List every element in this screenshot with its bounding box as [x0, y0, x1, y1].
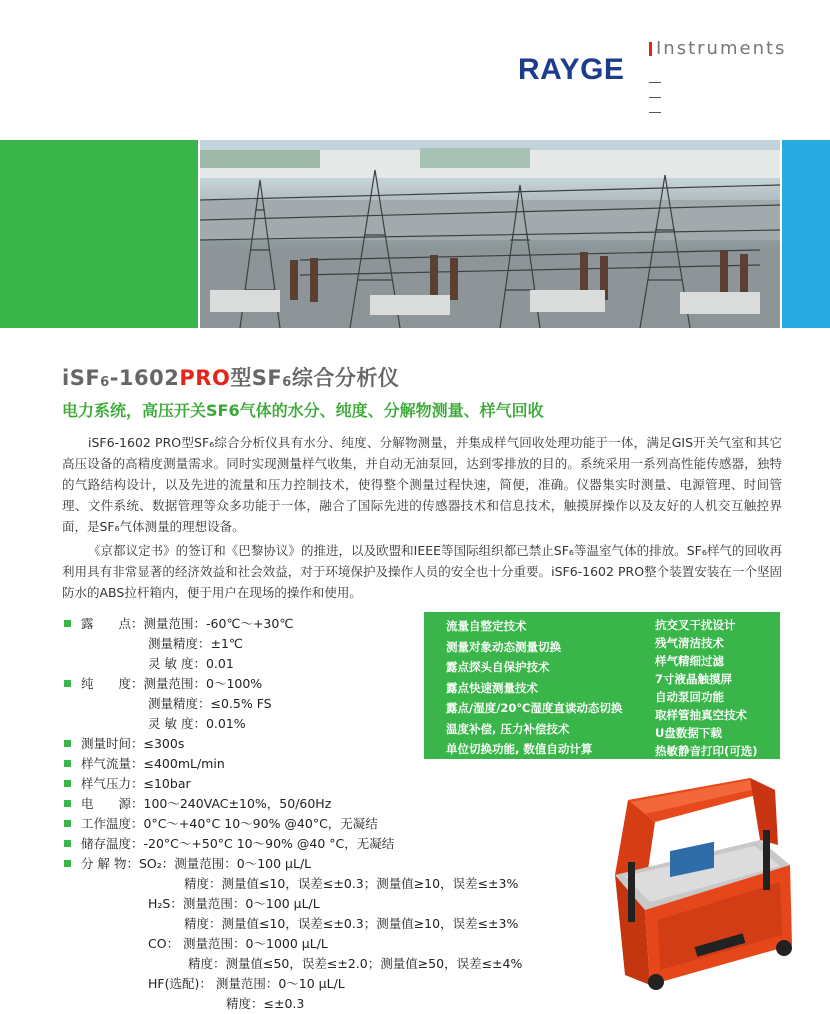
spec-dew-range: 露 点：测量范围：-60℃～+30℃	[81, 616, 294, 631]
feature-item: 残气清洁技术	[655, 636, 724, 650]
page-subtitle: 电力系统，高压开关SF6气体的水分、纯度、分解物测量、样气回收	[62, 401, 544, 420]
title-sub: 6	[100, 375, 110, 390]
bullet	[64, 860, 71, 867]
spec-dew-accuracy: 测量精度：±1℃	[148, 636, 243, 651]
title-type: 型SF	[230, 366, 283, 390]
bullet	[64, 620, 71, 627]
features-box	[424, 612, 780, 759]
title-prefix: iSF	[62, 366, 101, 390]
feature-item: 7寸液晶触摸屏	[655, 672, 733, 686]
spec-power-text: 电 源：100～240VAC±10%，50/60Hz	[81, 796, 332, 811]
intro-paragraph-1	[62, 432, 782, 537]
feature-item: 露点快速测量技术	[446, 680, 538, 695]
feature-item: 露点/湿度/20℃湿度直读动态切换	[446, 701, 623, 715]
brand-name: RAYGE	[518, 53, 625, 86]
spec-flow-text: 样气流量：≤400mL/min	[81, 756, 225, 771]
spec-so2-range: SO₂：测量范围：0～100 μL/L	[138, 856, 312, 871]
title-model: -1602	[109, 366, 180, 390]
page-title	[62, 362, 399, 392]
brand-decor-lines	[649, 82, 661, 127]
bullet	[64, 740, 71, 747]
bullet	[64, 780, 71, 787]
analyzer-case-illustration	[600, 770, 800, 995]
substation-photo	[200, 140, 780, 328]
spec-purity-range: 纯 度：测量范围：0～100%	[81, 676, 263, 691]
spec-so2-accuracy: 精度：测量值≤10，误差≤±0.3；测量值≥10，误差≤±3%	[184, 876, 519, 891]
feature-item: 流量自整定技术	[446, 619, 527, 633]
spec-pressure-text: 样气压力：≤10bar	[81, 776, 191, 791]
feature-item: 抗交叉干扰设计	[655, 618, 736, 632]
spec-work-temp-text: 工作温度：0°C～+40°C 10～90% @40°C，无凝结	[81, 816, 378, 831]
feature-item: 热敏静音打印(可选)	[655, 744, 758, 758]
features-column-1	[446, 616, 622, 760]
bullet	[64, 840, 71, 847]
feature-item: 样气精细过滤	[655, 654, 724, 668]
spec-dew	[64, 614, 293, 634]
spec-co-accuracy: 精度：测量值≤50，误差≤±2.0；测量值≥50，误差≤±4%	[188, 956, 523, 971]
title-pro: PRO	[179, 366, 231, 390]
banner-blue-block	[782, 140, 830, 328]
spec-decomp-label: 分 解 物：	[81, 856, 139, 871]
features-column-2	[655, 616, 758, 760]
bullet	[64, 820, 71, 827]
bullet	[64, 680, 71, 687]
feature-item: 单位切换功能, 数值自动计算	[446, 742, 593, 756]
spec-dew-sensitivity: 灵 敏 度：0.01	[148, 656, 234, 671]
feature-item: 自动泵回功能	[655, 690, 724, 704]
spec-work-temp	[64, 814, 378, 834]
title-type-sub: 6	[282, 375, 292, 390]
feature-item: 温度补偿, 压力补偿技术	[446, 721, 570, 736]
feature-item: U盘数据下载	[655, 726, 722, 740]
spec-hf-accuracy: 精度：≤±0.3	[226, 996, 305, 1011]
spec-store-temp-text: 储存温度：-20°C～+50°C 10～90% @40 °C，无凝结	[81, 836, 395, 851]
spec-co-range: CO： 测量范围：0～1000 μL/L	[148, 936, 328, 951]
spec-purity-sensitivity: 灵 敏 度：0.01%	[148, 716, 246, 731]
bullet	[64, 800, 71, 807]
brand-logo	[518, 40, 798, 90]
brand-accent-bar	[649, 42, 652, 56]
spec-h2s-range: H₂S：测量范围：0～100 μL/L	[148, 896, 320, 911]
spec-purity-accuracy: 测量精度：≤0.5% FS	[148, 696, 272, 711]
spec-hf-range: HF(选配)： 测量范围：0～10 μL/L	[148, 976, 345, 991]
spec-purity	[64, 674, 262, 694]
spec-time	[64, 734, 184, 754]
intro-paragraph-2	[62, 540, 782, 603]
spec-h2s-accuracy: 精度：测量值≤10，误差≤±0.3；测量值≥10，误差≤±3%	[184, 916, 519, 931]
intro-text-2: 《京都议定书》的签订和《巴黎协议》的推进，以及欧盟和IEEE等国际组织都已禁止SF₆等温室气体的排放。SF₆样气的回收再利用具有非常显著的经济效益和社会效益，对于环境保护及操作人员的安全也十分重要。iSF6-1602 PRO整个装置安装在一个坚固防水的ABS拉杆箱内，便于用户在现场的操作和使用。	[62, 543, 782, 600]
bullet	[64, 760, 71, 767]
feature-item: 露点探头自保护技术	[446, 660, 550, 674]
substation-illustration	[200, 140, 780, 328]
banner-green-block	[0, 140, 198, 328]
spec-flow	[64, 754, 225, 774]
spec-power	[64, 794, 331, 814]
spec-decomp	[64, 854, 311, 874]
intro-text-1: iSF6-1602 PRO型SF₆综合分析仪具有水分、纯度、分解物测量，并集成样气回收处理功能于一体，满足GIS开关气室和其它高压设备的高精度测量需求。同时实现测量样气收集，并自动无油泵回，达到零排放的目的。系统采用一系列高性能传感器，独特的气路结构设计，以及先进的流量和压力控制技术，使得整个测量过程快速，简便，准确。仪器集实时测量、电源管理、时间管理、文件系统、数据管理等众多功能于一体，融合了国际先进的传感器技术和信息技术，触摸屏操作以及友好的人机交互触控界面，是SF₆气体测量的理想设备。	[62, 435, 782, 534]
feature-item: 测量对象动态测量切换	[446, 639, 561, 654]
title-suffix: 综合分析仪	[291, 366, 400, 390]
product-image	[600, 770, 800, 995]
feature-item: 取样管抽真空技术	[655, 708, 747, 722]
hero-banner	[0, 140, 830, 328]
brand-suffix: Instruments	[656, 38, 787, 59]
spec-store-temp	[64, 834, 394, 854]
spec-pressure	[64, 774, 191, 794]
spec-time-text: 测量时间：≤300s	[81, 736, 185, 751]
